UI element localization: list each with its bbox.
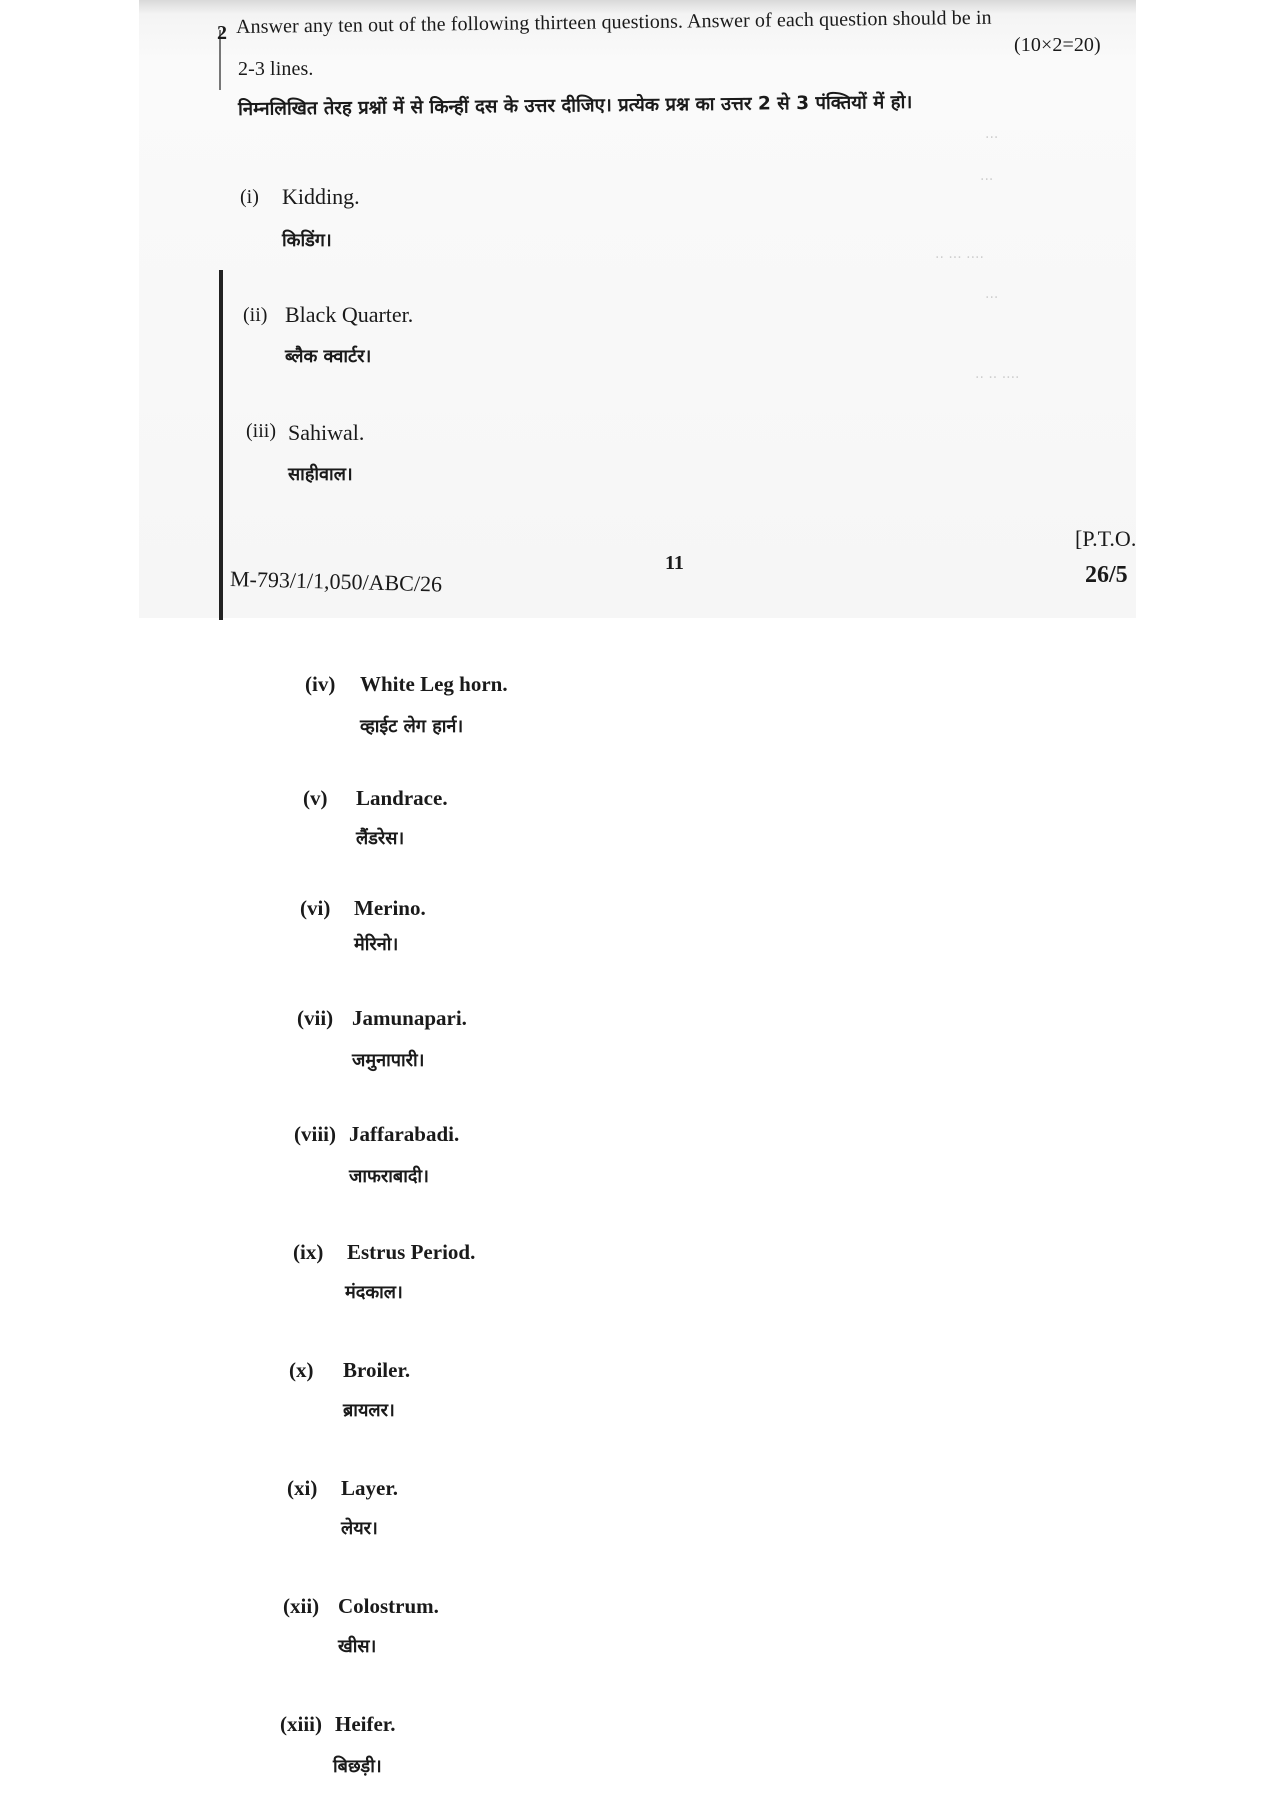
set-code: 26/5 [1085, 562, 1128, 588]
item-number: (ix) [293, 1240, 324, 1264]
item-term-hindi: जमुनापारी। [352, 1050, 425, 1071]
marks-allocation: (10×2=20) [1014, 34, 1101, 56]
item-term-english: Colostrum. [338, 1594, 439, 1618]
item-term-english: Layer. [341, 1476, 398, 1500]
item-term-hindi: व्हाईट लेग हार्न। [360, 716, 464, 737]
item-term-english: Broiler. [343, 1358, 411, 1382]
item-term-hindi: लैंडरेस। [356, 828, 405, 849]
page-number: 11 [665, 552, 684, 574]
item-term-hindi: जाफराबादी। [349, 1166, 429, 1187]
item-term-hindi: ब्रायलर। [343, 1400, 395, 1421]
item-number: (xiii) [280, 1712, 322, 1736]
item-term-hindi: लेयर। [341, 1518, 378, 1539]
item-number: (v) [303, 786, 328, 810]
item-term-english: Landrace. [356, 786, 448, 810]
item-term-english: Jamunapari. [352, 1006, 467, 1030]
item-term-english: Heifer. [335, 1712, 396, 1736]
item-term-english: Black Quarter. [285, 302, 414, 327]
paper-code: M-793/1/1,050/ABC/26 [229, 566, 443, 597]
item-term-hindi: किडिंग। [282, 230, 332, 251]
item-number: (iv) [305, 672, 336, 696]
item-number: (x) [289, 1358, 314, 1382]
item-term-hindi: खीस। [338, 1636, 377, 1657]
instruction-english-line2: 2-3 lines. [238, 58, 314, 80]
item-term-english: Sahiwal. [288, 420, 365, 445]
item-number: (viii) [294, 1122, 336, 1146]
item-term-hindi: बिछड़ी। [333, 1756, 382, 1777]
item-number: (ii) [243, 304, 268, 326]
item-term-hindi: साहीवाल। [288, 464, 353, 485]
item-number: (vii) [297, 1006, 334, 1030]
margin-rule [219, 270, 223, 620]
item-number: (iii) [246, 420, 276, 442]
item-term-hindi: मेरिनो। [354, 934, 399, 955]
instruction-hindi: निम्नलिखित तेरह प्रश्नों में से किन्हीं दस के उत्तर दीजिए। प्रत्येक प्रश्न का उत्तर 2 से 3 पंक्तियों में हो। [237, 91, 913, 120]
item-term-english: Kidding. [282, 184, 360, 209]
instruction-english-line1: Answer any ten out of the following thirteen questions. Answer of each question should be in [235, 6, 992, 38]
question-number: 2 [217, 22, 228, 44]
item-term-hindi: मंदकाल। [345, 1282, 403, 1303]
pto-marker: [P.T.O. [1075, 526, 1137, 551]
item-number: (i) [240, 186, 259, 208]
item-term-english: Jaffarabadi. [349, 1122, 460, 1146]
item-term-english: Merino. [354, 896, 426, 920]
item-number: (xi) [287, 1476, 318, 1500]
item-term-hindi: ब्लैक क्वार्टर। [285, 346, 372, 367]
item-number: (xii) [283, 1594, 320, 1618]
item-number: (vi) [300, 896, 331, 920]
item-term-english: Estrus Period. [347, 1240, 476, 1264]
item-term-english: White Leg horn. [360, 672, 508, 696]
